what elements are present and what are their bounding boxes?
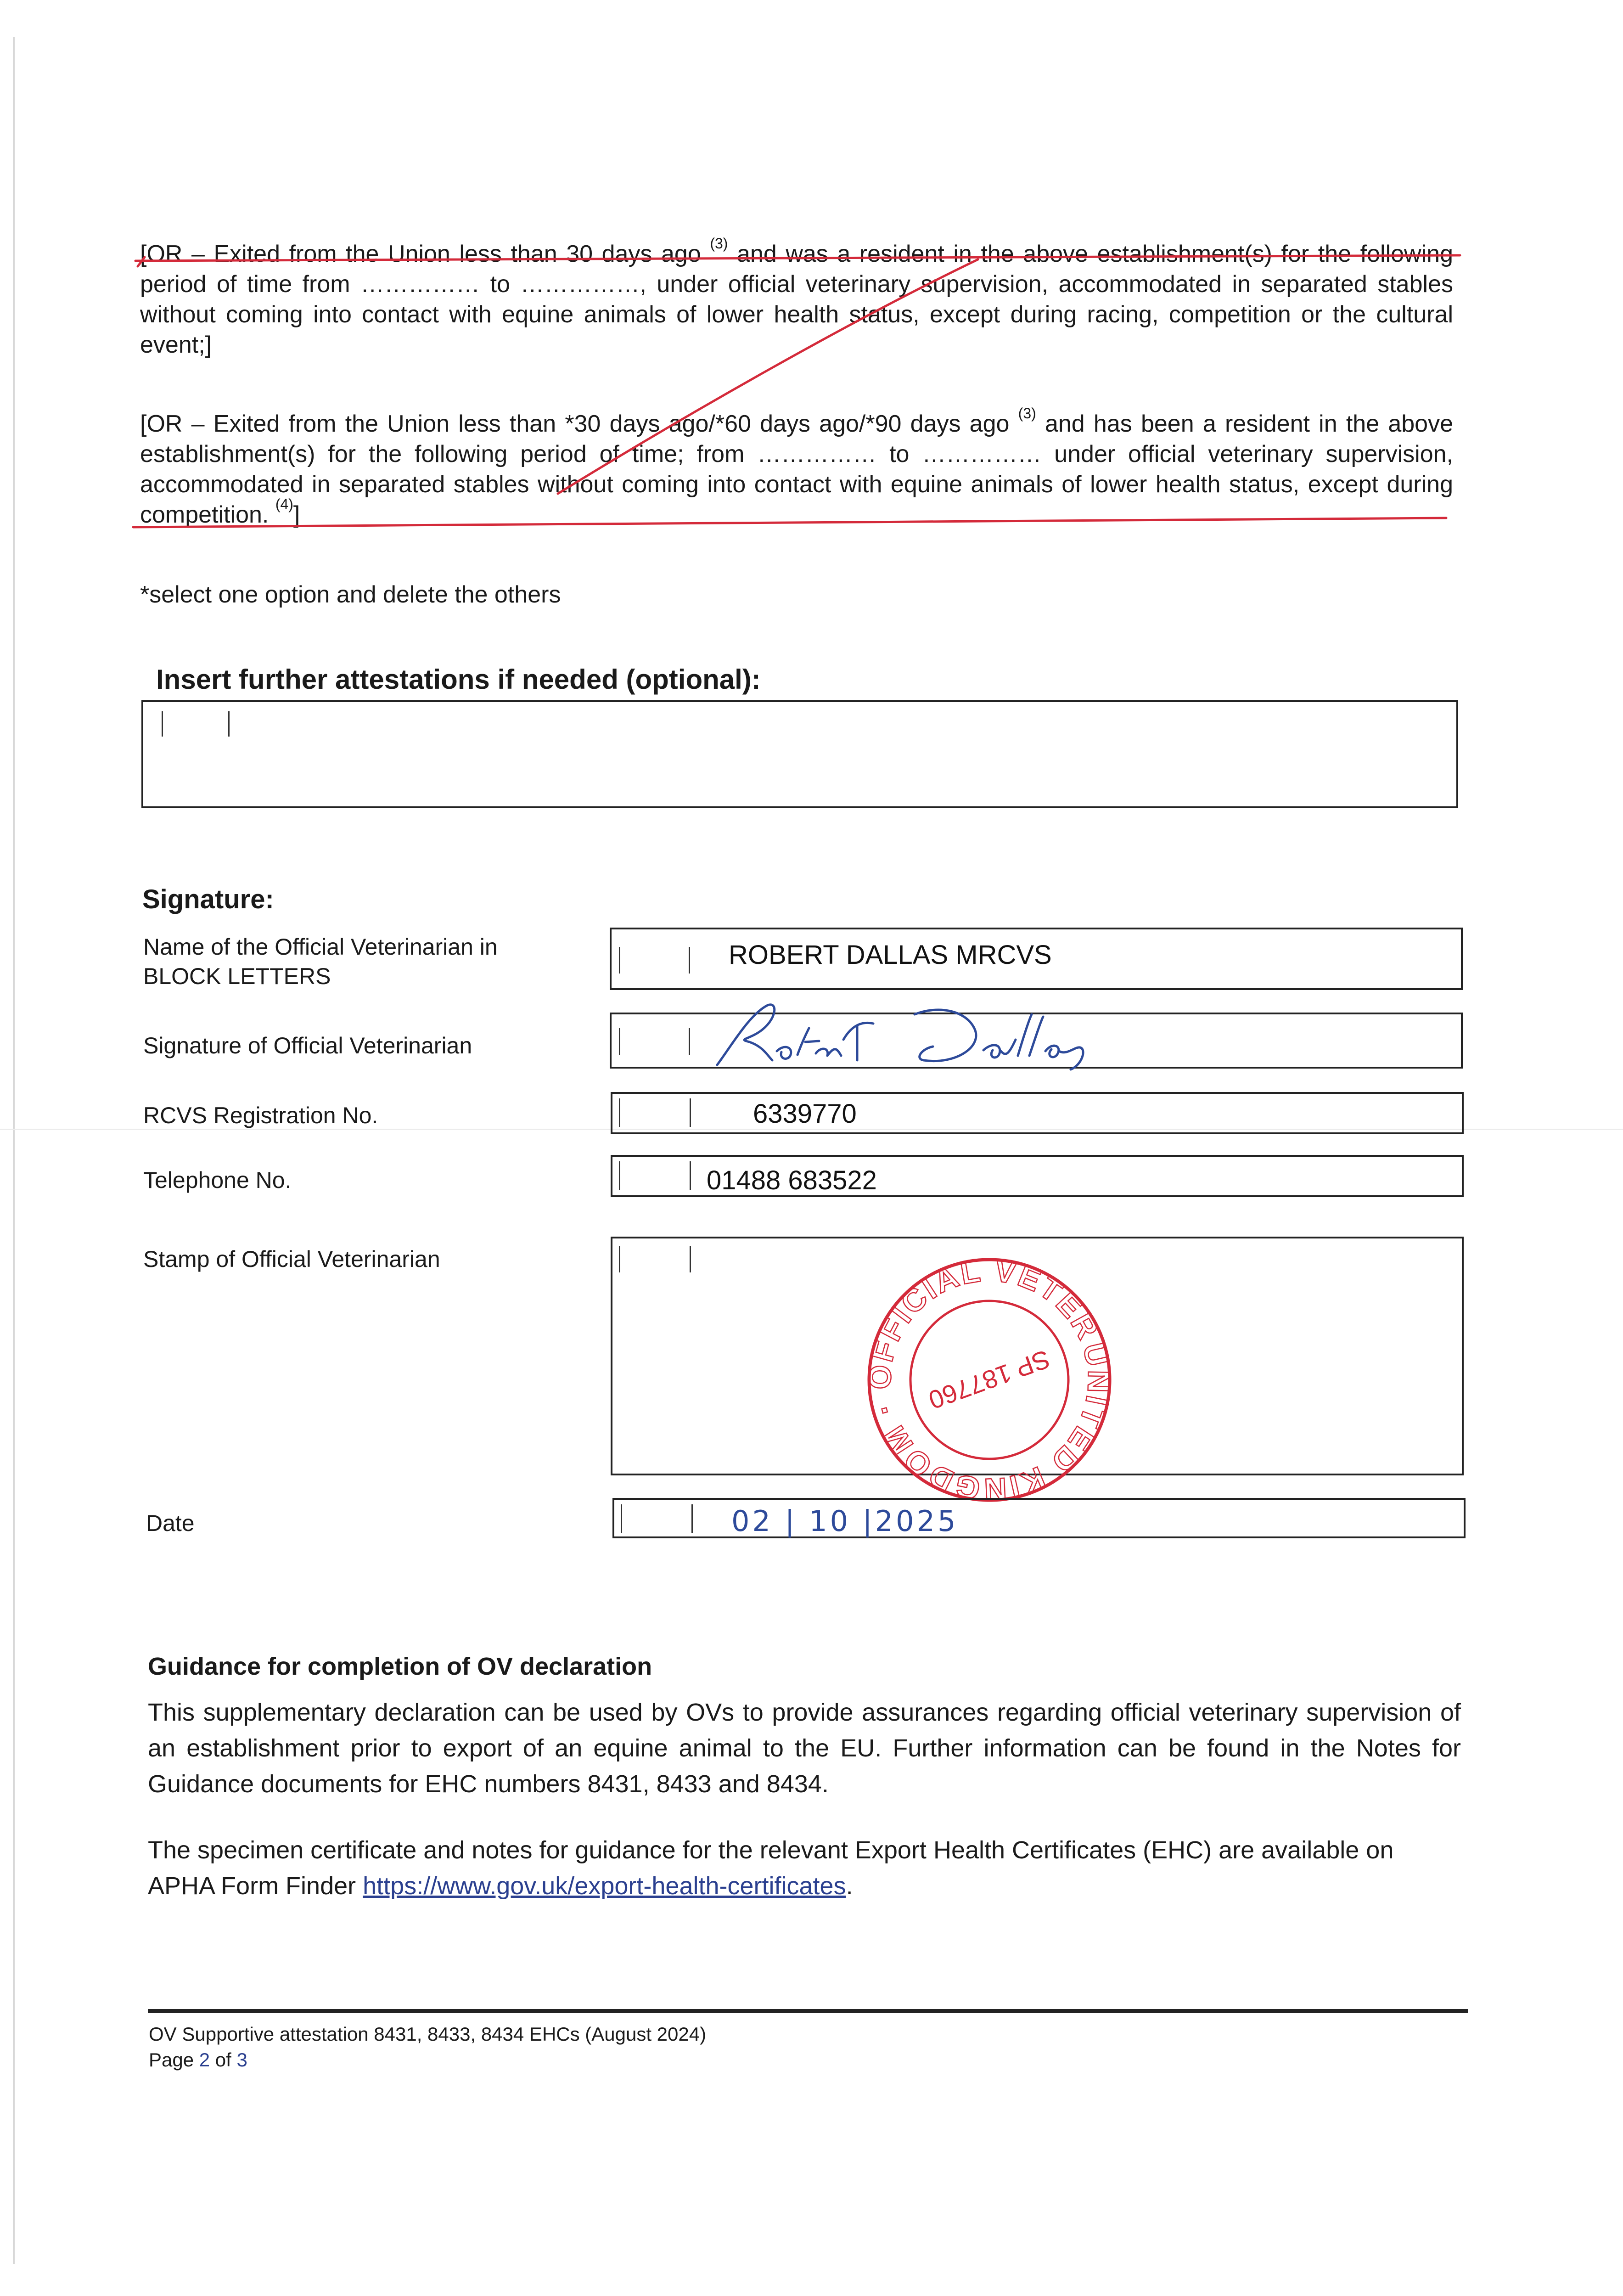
field-tick: [689, 947, 690, 974]
guidance-paragraph-2-end: .: [846, 1872, 853, 1900]
field-tick: [619, 1028, 620, 1055]
field-tick: [690, 1246, 691, 1272]
field-tick: [690, 1098, 691, 1127]
guidance-paragraph-2: [148, 1832, 1461, 1904]
field-tick: [619, 1161, 620, 1190]
export-health-certificates-link[interactable]: https://www.gov.uk/export-health-certificates: [363, 1872, 846, 1900]
phone-field[interactable]: [611, 1155, 1464, 1197]
footer-rule: [148, 2009, 1468, 2013]
footer-document-title: OV Supportive attestation 8431, 8433, 8434 EHCs (August 2024): [149, 2023, 707, 2045]
further-attestations-box[interactable]: [141, 700, 1458, 808]
option-paragraph-1: [140, 235, 1453, 360]
name-label: [143, 932, 498, 991]
rcvs-value: 6339770: [753, 1099, 857, 1129]
field-tick: [621, 1504, 622, 1533]
scan-edge-line: [13, 37, 15, 2264]
page-total: 3: [236, 2049, 247, 2071]
field-tick: [691, 1504, 693, 1533]
date-value: 02 | 10 |2025: [731, 1504, 959, 1538]
date-label: Date: [146, 1510, 195, 1536]
official-veterinarian-stamp: [861, 1251, 1118, 1508]
name-value: ROBERT DALLAS MRCVS: [729, 940, 1052, 970]
option-paragraph-2: [140, 405, 1454, 530]
option1-prefix: [OR – Exited from the Union less than 30 days ago: [140, 241, 710, 267]
rcvs-label: RCVS Registration No.: [143, 1103, 378, 1128]
name-label-line2: BLOCK LETTERS: [143, 963, 331, 989]
rcvs-field[interactable]: [611, 1092, 1464, 1134]
field-tick: [619, 1246, 620, 1272]
guidance-paragraph-2-text: The specimen certificate and notes for guidance for the relevant Export Health Certificates (EHC) are available on APHA Form Finder: [148, 1836, 1394, 1900]
option2-ref-4: (4): [275, 496, 293, 513]
option2-text: and has been a resident in the above establishment(s) for the following period of time; from …………… to …………… under official veterinary supervision, accommodated in separated stables without coming into contact with equine animals of lower health status, except during competition.: [140, 411, 1454, 528]
further-attestations-heading: Insert further attestations if needed (optional):: [156, 664, 761, 695]
name-label-line1: Name of the Official Veterinarian in: [143, 934, 498, 960]
stamp-label: Stamp of Official Veterinarian: [143, 1246, 440, 1272]
option1-ref: (3): [710, 235, 728, 252]
signature-heading: Signature:: [142, 884, 274, 914]
name-field[interactable]: [610, 928, 1463, 990]
field-tick: [690, 1161, 691, 1190]
footer: [149, 2021, 706, 2073]
signature-label: Signature of Official Veterinarian: [143, 1033, 472, 1058]
field-tick: [689, 1028, 690, 1055]
stamp-ring-text: UNITED KINGDOM · OFFICIAL VETERINARIAN: [862, 1253, 1117, 1508]
field-tick: [619, 1098, 620, 1127]
select-option-note: *select one option and delete the others: [140, 581, 561, 608]
date-field[interactable]: [612, 1498, 1466, 1538]
option2-prefix: [OR – Exited from the Union less than *30 days ago/*60 days ago/*90 days ago: [140, 411, 1018, 437]
signature-field[interactable]: [610, 1013, 1463, 1069]
phone-label: Telephone No.: [143, 1167, 292, 1193]
option2-suffix: ]: [293, 501, 300, 528]
option2-ref-3: (3): [1018, 405, 1036, 422]
page-current: 2: [199, 2049, 210, 2071]
stamp-center-text: SP 187760: [925, 1344, 1054, 1415]
option1-text: and was a resident in the above establishment(s) for the following period of time from …………… to ……………, under official veterinary supervision, accommodated in separated stables without coming into contact with equine animals of lower health status, except during racing, competition or the cultural event;]: [140, 241, 1453, 358]
handwritten-signature: [699, 996, 1121, 1079]
field-tick: [162, 711, 163, 737]
guidance-paragraph-1: This supplementary declaration can be used by OVs to provide assurances regarding official veterinary supervision of an establishment prior to export of an equine animal to the EU. Further information can be found in the Notes for Guidance documents for EHC numbers 8431, 8433 and 8434.: [148, 1699, 1461, 1798]
phone-value: 01488 683522: [707, 1165, 877, 1195]
footer-page-number: Page 2 of 3: [149, 2049, 247, 2071]
field-tick: [228, 711, 230, 737]
guidance-heading: Guidance for completion of OV declaration: [148, 1653, 652, 1680]
field-tick: [619, 947, 620, 974]
